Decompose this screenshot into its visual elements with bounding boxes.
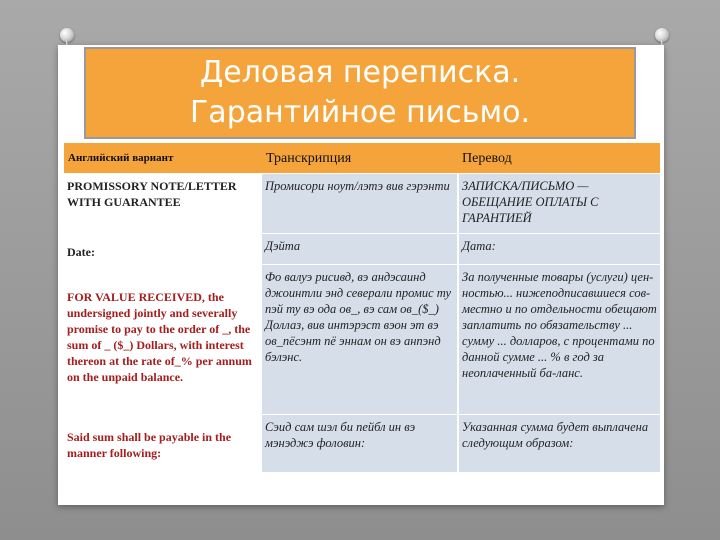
phrase-table (64, 143, 660, 473)
english-cell: Date: (64, 233, 262, 264)
translation-cell: Указанная сумма будет выплачена следующим образом: (458, 414, 660, 472)
transcription-cell: Сэид сам шэл би пейбл ин вэ мэнэджэ фоловин: (262, 414, 458, 472)
table-row (64, 264, 660, 414)
english-cell: Said sum shall be payable in the manner following: (64, 414, 262, 472)
table-row (64, 173, 660, 233)
header-translation: Перевод (458, 143, 660, 173)
table-header-row (64, 143, 660, 173)
english-cell: FOR VALUE RECEIVED, the undersigned jointly and severally promise to pay to the order of _, the sum of _ ($_) Dollars, with interest thereon at the rate of_% per annum on the unpaid balance. (64, 264, 262, 414)
transcription-cell: Дэйта (262, 233, 458, 264)
table-row (64, 414, 660, 472)
transcription-cell: Промисори ноут/лэтэ вив гэрэнти (262, 173, 458, 233)
transcription-cell: Фо валуэ рисивд, вэ андэсаинд джоинтли энд северали промис ту пэй ту вэ ода ов_, вэ сам ов_($_) Доллаз, вив интэрэст вэон эт вэ ов_пёсэнт пё эннам он вэ анпэнд бэлэнс. (262, 264, 458, 414)
slide (58, 45, 664, 505)
header-transcription: Транскрипция (262, 143, 458, 173)
title-box (84, 47, 636, 139)
table-row (64, 233, 660, 264)
translation-cell: За полученные товары (услуги) цен-ностью... нижеподписавшиеся сов-местно и по отдельности обещают заплатить по обязательству ... сумму ... долларов, с процентами по данной сумме ... % в год за неоплаченный ба-ланс. (458, 264, 660, 414)
title-line-1: Деловая переписка. (199, 55, 521, 90)
header-english: Английский вариант (64, 143, 262, 173)
translation-cell: ЗАПИСКА/ПИСЬМО — ОБЕЩАНИЕ ОПЛАТЫ С ГАРАНТИЕЙ (458, 173, 660, 233)
title-line-2: Гарантийное письмо. (190, 95, 530, 130)
english-cell: PROMISSORY NOTE/LETTER WITH GUARANTEE (64, 173, 262, 233)
translation-cell: Дата: (458, 233, 660, 264)
